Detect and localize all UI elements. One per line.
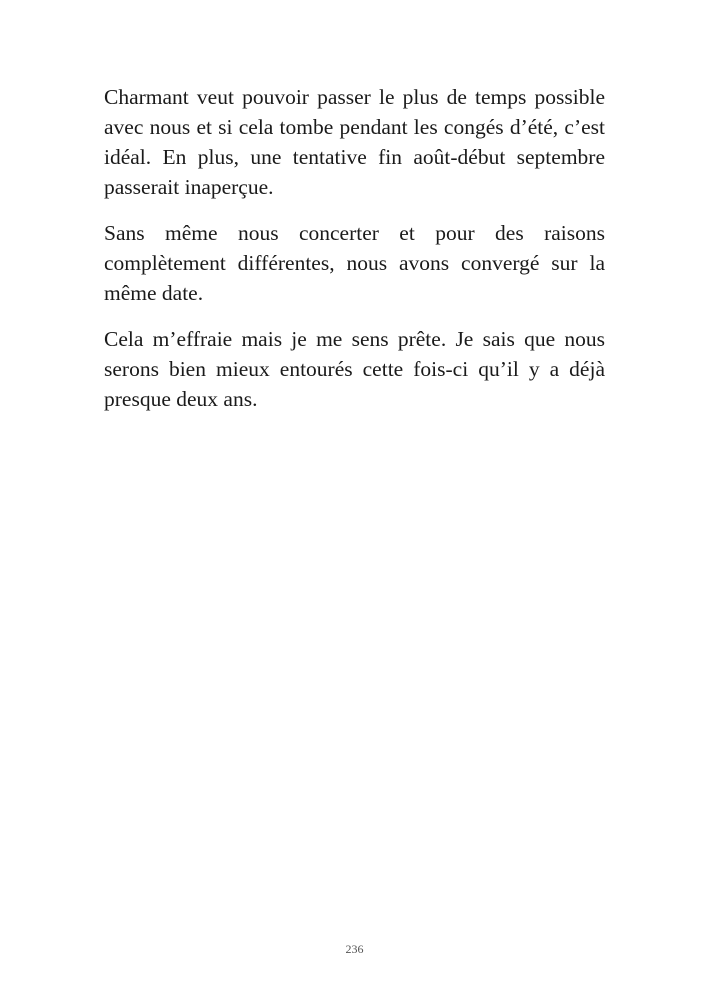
paragraph-2: Sans même nous concerter et pour des raisons complètement différentes, nous avons convergé sur la même date. [104,221,605,305]
paragraph-3: Cela m’effraie mais je me sens prête. Je sais que nous serons bien mieux entourés cette fois-ci qu’il y a déjà presque deux ans. [104,327,605,411]
page-number: 236 [345,942,364,956]
paragraph-1: Charmant veut pouvoir passer le plus de temps possible avec nous et si cela tombe pendant les congés d’été, c’est idéal. En plus, une tentative fin août-début septembre passerait inaperçue. [104,85,605,199]
body-text [104,82,605,430]
